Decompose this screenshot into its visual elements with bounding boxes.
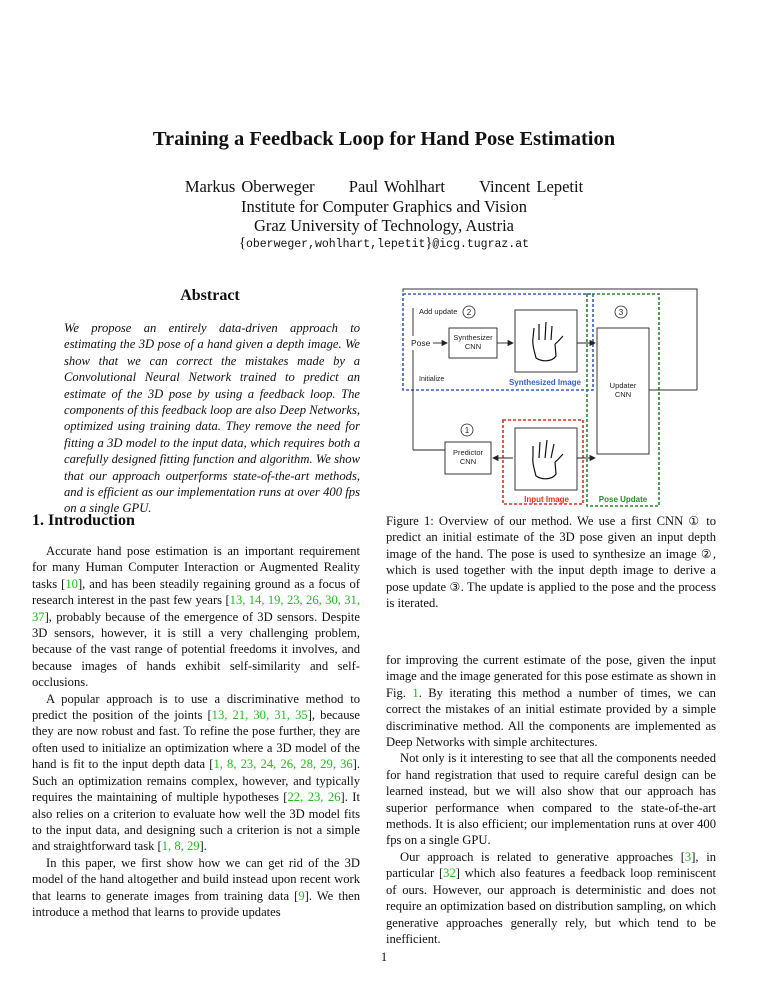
paper-title: Training a Feedback Loop for Hand Pose Estimation (152, 128, 616, 150)
section-heading-introduction: 1. Introduction (32, 512, 135, 529)
svg-text:CNN: CNN (464, 342, 482, 351)
author-lepetit: Vincent Lepetit (479, 177, 584, 196)
figure-reference-link[interactable]: 1 (412, 685, 419, 700)
affiliation-university: Graz University of Technology, Austria (253, 216, 515, 235)
intro-paragraph-3: In this paper, we first show how we can get rid of the 3D model of the hand altogether and build instead upon recent work that learns to generate images from training data [9]. We then introduce a method that learns to provide updates (32, 855, 360, 919)
citation-link[interactable]: 3 (684, 849, 692, 864)
citation-link[interactable]: 10 (65, 576, 78, 591)
svg-text:Synthesizer: Synthesizer (453, 333, 493, 342)
figure-1-caption: Figure 1: Overview of our method. We use a first CNN ① to predict an initial estimate of the 3D pose given an input depth image of the hand. The pose is used to synthesize an image ②, which is used together with the input depth image to derive a pose update ③. The update is applied to the pose and the process is iterated. (386, 514, 716, 611)
intro-paragraph-5: Not only is it interesting to see that all the components needed for hand registration that used to require careful design can be learned instead, but we will also show that our approach has superior performance when compared to the state-of-the-art methods. It is also efficient; our implementation runs at over 400 fps on a single GPU. (386, 751, 716, 848)
intro-paragraph-4: for improving the current estimate of the pose, given the input image and the image generated for this pose estimate as shown in Fig. 1. By iterating this method a number of times, we can correct the mistakes of an initial estimate provided by a simple discriminative method. All the components are implemented as Deep Networks with simple architectures. (386, 653, 716, 750)
citation-link[interactable]: 13, 21, 30, 31, 35 (211, 708, 308, 723)
intro-paragraph-2: A popular approach is to use a discriminative method to predict the position of the joints [13, 21, 30, 31, 35], because they are now robust and fast. To refine the pose further, they are often used to initialize an optimization where a 3D model of the hand is fit to the input depth data [1, 8, 23, 24, 26, 28, 29, 36]. Such an optimization remains complex, however, and typically requires the maintaining of multiple hypotheses [22, 23, 26]. It also relies on a criterion to evaluate how well the 3D model fits to the input data, and designing such a criterion is not a simple and straightforward task [1, 8, 29]. (32, 691, 361, 854)
citation-link[interactable]: 1, 8, 29 (161, 839, 200, 854)
synthesized-image-box (515, 310, 577, 372)
citation-link[interactable]: 22, 23, 26 (287, 790, 341, 805)
svg-text:3: 3 (618, 308, 624, 317)
author-wohlhart: Paul Wohlhart (348, 177, 445, 196)
citation-link[interactable]: 13, 14, 19, 23, 26, 30, 31, 37 (32, 593, 360, 624)
figure-1-diagram (395, 286, 727, 512)
add-update-label: Add update (419, 307, 458, 316)
svg-text:CNN: CNN (614, 390, 632, 399)
svg-text:Updater: Updater (609, 381, 637, 390)
synthesized-image-label: Synthesized Image (508, 378, 581, 387)
pose-label: Pose (411, 338, 431, 348)
input-image-label: Input Image (524, 495, 569, 504)
input-image-box (515, 428, 577, 490)
abstract-text: We propose an entirely data-driven approach to estimating the 3D pose of a hand given a depth image. We show that we can correct the mistakes made by a Convolutional Neural Network trained to predict an estimate of the 3D pose by using a feedback loop. The components of this feedback loop are also Deep Networks, optimized using training data. They remove the need for fitting a 3D model to the input data, which requires both a carefully designed fitting function and algorithm. We show that our approach outperforms state-of-the-art methods, and is efficient as our implementation runs at over 400 fps on a single GPU. (64, 321, 360, 516)
citation-link[interactable]: 1, 8, 23, 24, 26, 28, 29, 36 (213, 757, 353, 772)
right-column-text (386, 652, 716, 947)
feedback-line-top (403, 289, 697, 296)
affiliation-institute: Institute for Computer Graphics and Vision (240, 197, 528, 216)
citation-link[interactable]: 32 (443, 866, 456, 881)
citation-link[interactable]: 9 (298, 888, 305, 903)
left-column-text (32, 543, 360, 920)
svg-text:1: 1 (464, 426, 470, 435)
author-email: {oberweger,wohlhart,lepetit}@icg.tugraz.at (239, 235, 529, 251)
page-number: 1 (380, 950, 388, 964)
svg-text:CNN: CNN (459, 457, 477, 466)
initialize-label: Initialize (419, 376, 445, 383)
svg-text:2: 2 (466, 308, 472, 317)
author-list (0, 177, 768, 197)
intro-paragraph-6: Our approach is related to generative approaches [3], in particular [32] which also features a feedback loop reminiscent of ours. However, our approach is deterministic and does not require an optimization based on distribution sampling, on which generative approaches generally rely, but which tend to be inefficient. (386, 849, 716, 946)
author-oberweger: Markus Oberweger (184, 177, 315, 196)
svg-text:Predictor: Predictor (452, 448, 484, 457)
pose-update-label: Pose Update (598, 495, 648, 504)
abstract-heading: Abstract (180, 287, 240, 304)
intro-paragraph-1: Accurate hand pose estimation is an important requirement for many Human Computer Interaction or Augmented Reality tasks [10], and has been steadily regaining ground as a focus of research interest in the past few years [13, 14, 19, 23, 26, 30, 31, 37], probably because of the emergence of 3D sensors. Despite 3D sensors, however, it is still a very challenging problem, because of the vast range of potential freedoms it involves, and because images of hands exhibit self-similarity and self-occlusions. (32, 544, 361, 690)
